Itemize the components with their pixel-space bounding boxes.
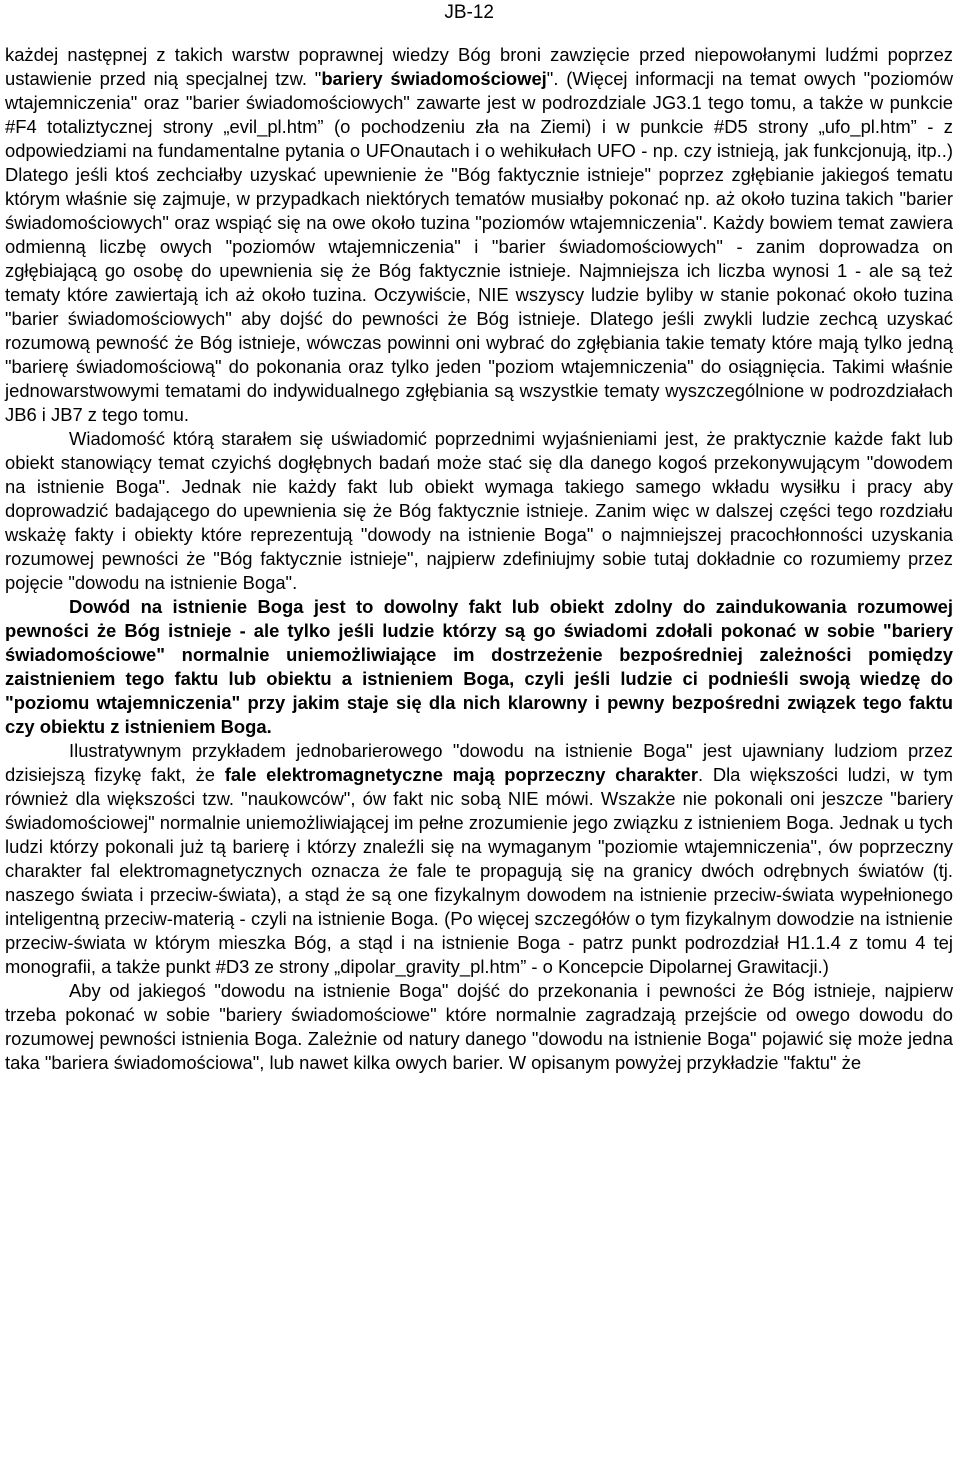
text-run: ". (Więcej informacji na temat owych "poziomów wtajemniczenia" oraz "barier świadomościowych" zawarte jest w podrozdziale JG3.1 tego tomu, a także w punkcie #F4 totaliztycznej strony „evil_pl.htm” (o pochodzeniu zła na Ziemi) i w punkcie #D5 strony „ufo_pl.htm” - z odpowiedziami na fundamentalne pytania o UFOnautach i o wehikułach UFO - np. czy istnieją, jak funkcjonują, itp..) Dlatego jeśli ktoś zechciałby uzyskać upewnienie że "Bóg faktycznie istnieje" poprzez zgłębianie jakiegoś tematu którym właśnie się zajmuje, w przypadkach niektórych tematów musiałby pokonać np. aż około tuzina takich "barier świadomościowych" oraz wspiąć się na owe około tuzina "poziomów wtajemniczenia". Każdy bowiem temat zawiera odmienną liczbę owych "poziomów wtajemniczenia" i "barier świadomościowych" - zanim doprowadza on zgłębiającą go osobę do upewnienia się że Bóg faktycznie istnieje. Najmniejsza ich liczba wynosi 1 - ale są też tematy które zawiertają ich aż około tuzina. Oczywiście, NIE wszyscy ludzie byliby w stanie pokonać około tuzina "barier świadomościowych" aby dojść do pewności że Bóg istnieje. Dlatego jeśli zwykli ludzie zechcą uzyskać rozumową pewność że Bóg istnieje, wówczas powinni oni wybrać do zgłębiania takie tematy które mają tylko jedną "barierę świadomościową" do pokonania oraz tylko jeden "poziom wtajemniczenia" do osiągnięcia. Takimi właśnie jednowarstwowymi tematami do indywidualnego zgłębiania są wszystkie tematy wyszczególnione w podrozdziałach JB6 i JB7 z tego tomu. [5, 68, 953, 425]
text-run: Ilustratywnym przykładem jednobarierowego "dowodu na istnienie Boga" jest ujawniany ludziom przez dzisiejszą fizykę fakt, że [5, 740, 953, 785]
paragraph [5, 43, 953, 427]
paragraph [5, 979, 953, 1075]
paragraph [5, 595, 953, 739]
page-label: JB-12 [444, 2, 494, 23]
paragraph [5, 427, 953, 595]
bold-text-run: fale elektromagnetyczne mają poprzeczny charakter [224, 764, 698, 785]
bold-text-run: bariery świadomościowej [321, 68, 547, 89]
text-run: . Dla większości ludzi, w tym również dla większości tzw. "naukowców", ów fakt nic sobą NIE mówi. Wszakże nie pokonali oni jeszcze "bariery świadomościowej" normalnie uniemożliwiającej im pełne zrozumienie jego związku z istnieniem Boga. Jednak u tych ludzi którzy pokonali już tą barierę i którzy znaleźli się na wymaganym "poziomie wtajemniczenia", ów poprzeczny charakter fal elektromagnetycznych oznacza że fale te propagują się na granicy dwóch odrębnych światów (tj. naszego świata i przeciw-świata), a stąd że są one fizykalnym dowodem na istnienie przeciw-świata wypełnionego inteligentną przeciw-materią - czyli na istnienie Boga. (Po więcej szczegółów o tym fizykalnym dowodzie na istnienie przeciw-świata w którym mieszka Bóg, a stąd i na istnienie Boga - patrz punkt podrozdział H1.1.4 z tomu 4 tej monografii, a także punkt #D3 ze strony „dipolar_gravity_pl.htm” - o Koncepcie Dipolarnej Grawitacji.) [5, 764, 953, 977]
text-run: Wiadomość którą starałem się uświadomić poprzednimi wyjaśnieniami jest, że praktycznie każde fakt lub obiekt stanowiący temat czyichś dogłębnych badań może stać się dla danego kogoś przekonywującym "dowodem na istnienie Boga". Jednak nie każdy fakt lub obiekt wymaga takiego samego wkładu wysiłku i pracy aby doprowadzić badającego do upewnienia się że Bóg faktycznie istnieje. Zanim więc w dalszej części tego rozdziału wskażę fakty i obiekty które reprezentują "dowody na istnienie Boga" o najmniejszej pracochłonności uzyskania rozumowej pewności że "Bóg faktycznie istnieje", najpierw zdefiniujmy sobie tutaj dokładnie co rozumiemy przez pojęcie "dowodu na istnienie Boga". [5, 428, 953, 593]
document-body [5, 43, 953, 1075]
page-header [444, 2, 494, 24]
text-run: każdej następnej z takich warstw poprawnej wiedzy Bóg broni zawzięcie przed niepowołanymi ludźmi poprzez ustawienie przed nią specjalnej tzw. " [5, 44, 953, 89]
bold-text-run: Dowód na istnienie Boga jest to dowolny fakt lub obiekt zdolny do zaindukowania rozumowej pewności że Bóg istnieje - ale tylko jeśli ludzie którzy są go świadomi zdołali pokonać w sobie "bariery świadomościowe" normalnie uniemożliwiające im dostrzeżenie bezpośredniej zależności pomiędzy zaistnieniem tego faktu lub obiektu a istnieniem Boga, czyli jeśli ludzie ci podnieśli swoją wiedzę do "poziomu wtajemniczenia" przy jakim staje się dla nich klarowny i pewny bezpośredni związek tego faktu czy obiektu z istnieniem Boga. [5, 596, 953, 737]
text-run: Aby od jakiegoś "dowodu na istnienie Boga" dojść do przekonania i pewności że Bóg istnieje, najpierw trzeba pokonać w sobie "bariery świadomościowe" które normalnie zagradzają przejście od owego dowodu do rozumowej pewności istnienia Boga. Zależnie od natury danego "dowodu na istnienie Boga" pojawić się może jedna taka "bariera świadomościowa", lub nawet kilka owych barier. W opisanym powyżej przykładzie "faktu" że [5, 980, 953, 1073]
paragraph [5, 739, 953, 979]
